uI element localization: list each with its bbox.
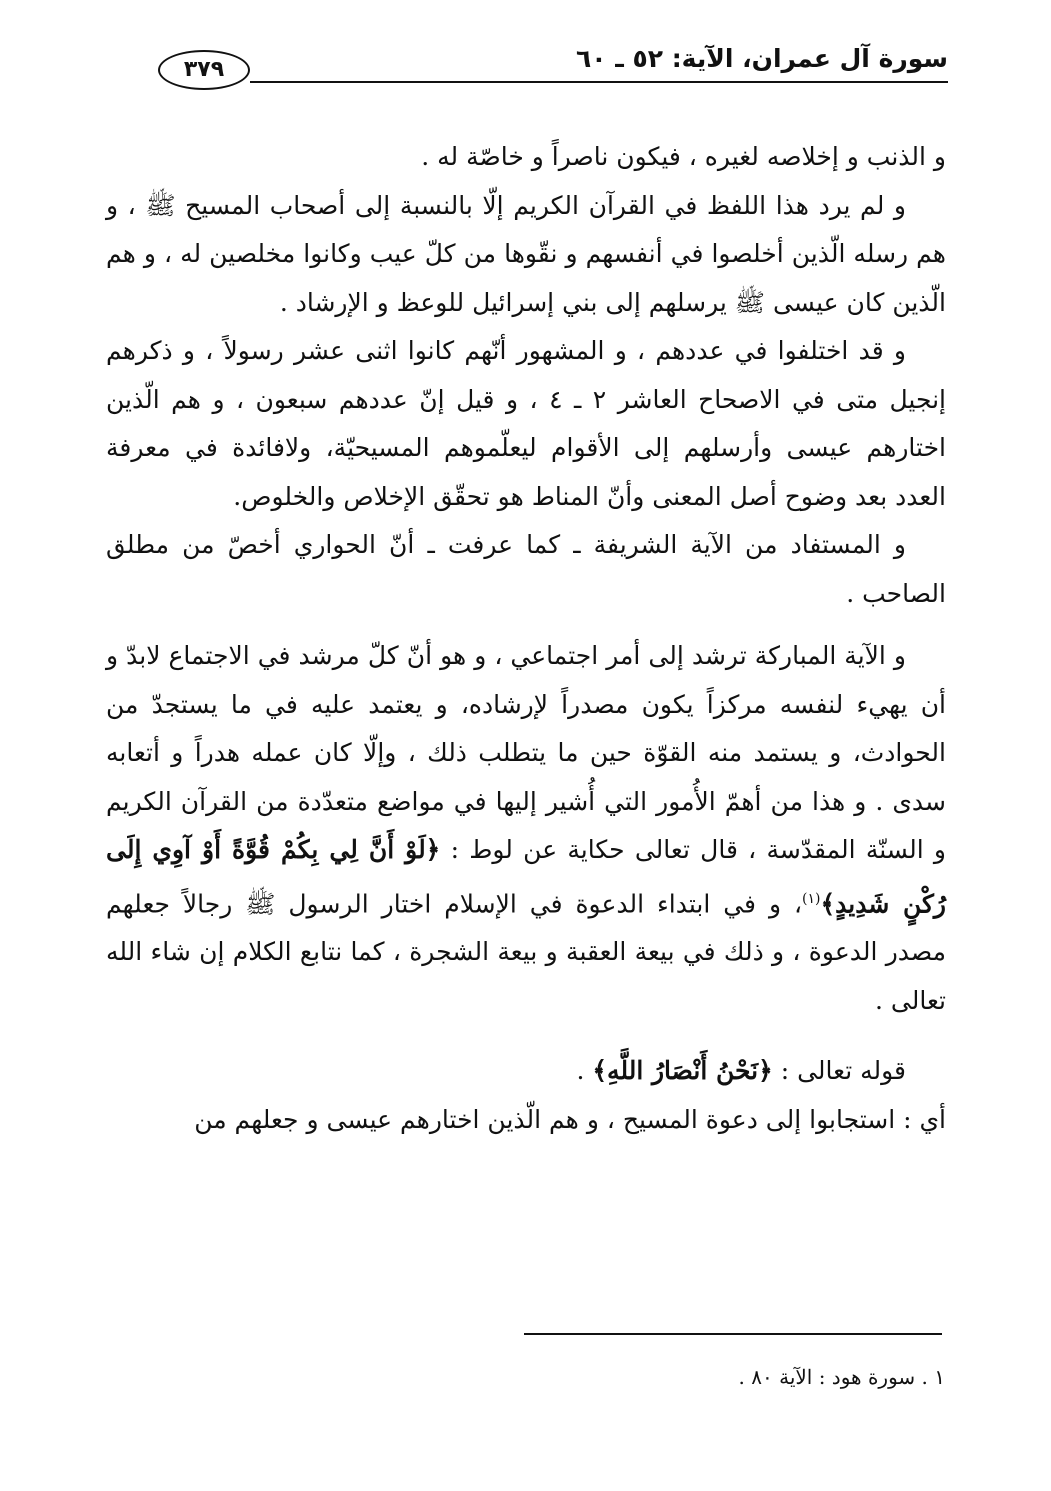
paragraph-2: و لم يرد هذا اللفظ في القرآن الكريم إلّا بالنسبة إلى أصحاب المسيح ﷺ ، و هم رسله الّذين أخلصوا في أنفسهم و نقّوها من كلّ عيب وكانوا مخلصين له ، و هم الّذين كان عيسى ﷺ يرسلهم إلى بني إسرائيل للوعظ و الإرشاد . — [106, 190, 946, 317]
verse-intro: قوله تعالى : — [780, 1056, 906, 1086]
paragraph-5-text-cont: ، و في ابتداء الدعوة في الإسلام اختار الرسول ﷺ رجالاً جعلهم مصدر الدعوة ، و ذلك في بيعة العقبة و بيعة الشجرة ، كما نتابع الكلام إن شاء الله تعالى . — [106, 888, 946, 1015]
verse-quote: ﴿نَحْنُ أَنْصَارُ اللَّهِ﴾ — [592, 1056, 773, 1086]
paragraph-7: أي : استجابوا إلى دعوة المسيح ، و هم الّذين اختارهم عيسى و جعلهم من — [194, 1104, 946, 1134]
header-rule — [250, 81, 948, 83]
footnote-rule — [524, 1333, 942, 1335]
paragraph-1: و الذنب و إخلاصه لغيره ، فيكون ناصراً و خاصّة له . — [421, 142, 946, 171]
paragraph-4: و المستفاد من الآية الشريفة ـ كما عرفت ـ أنّ الحواري أخصّ من مطلق الصاحب . — [106, 530, 946, 608]
verse-end: . — [576, 1056, 585, 1086]
quran-quote: ﴿لَوْ أَنَّ لِي بِكُمْ قُوَّةً أَوْ آوِي إِلَى رُكْنٍ شَدِيدٍ﴾ — [106, 835, 946, 918]
verse-heading — [106, 1047, 946, 1096]
page-header — [158, 38, 948, 88]
footnote-ref: (١) — [802, 890, 821, 907]
main-text — [106, 133, 946, 1144]
paragraph-3: و قد اختلفوا في عددهم ، و المشهور أنّهم كانوا اثنى عشر رسولاً ، و ذكرهم إنجيل متى في الاصحاح العاشر ٢ ـ ٤ ، و قيل إنّ عددهم سبعون ، و هم الّذين اختارهم عيسى وأرسلهم إلى الأقوام ليعلّموهم المسيحيّة، ولافائدة في معرفة العدد بعد وضوح أصل المعنى وأنّ المناط هو تحقّق الإخلاص والخلوص. — [106, 336, 946, 511]
paragraph-5-text: و الآية المباركة ترشد إلى أمر اجتماعي ، و هو أنّ كلّ مرشد في الاجتماع لابدّ و أن يهيء لنفسه مركزاً يكون مصدراً لإرشاده، و يعتمد عليه في ما يستجدّ من الحوادث، و يستمد منه القوّة حين ما يتطلب ذلك ، وإلّا كان عمله هدراً و أتعابه سدى . و هذا من أهمّ الأُمور التي أُشير إليها في مواضع متعدّدة من القرآن الكريم و السنّة المقدّسة ، قال تعالى حكاية عن لوط : — [106, 641, 946, 864]
chapter-heading: سورة آل عمران، الآية: ٥٢ ـ ٦٠ — [575, 44, 948, 73]
page-number: ٣٧٩ — [158, 50, 250, 90]
footnote: ١ . سورة هود : الآية ٨٠ . — [738, 1365, 945, 1389]
paragraph-5 — [106, 632, 946, 1025]
